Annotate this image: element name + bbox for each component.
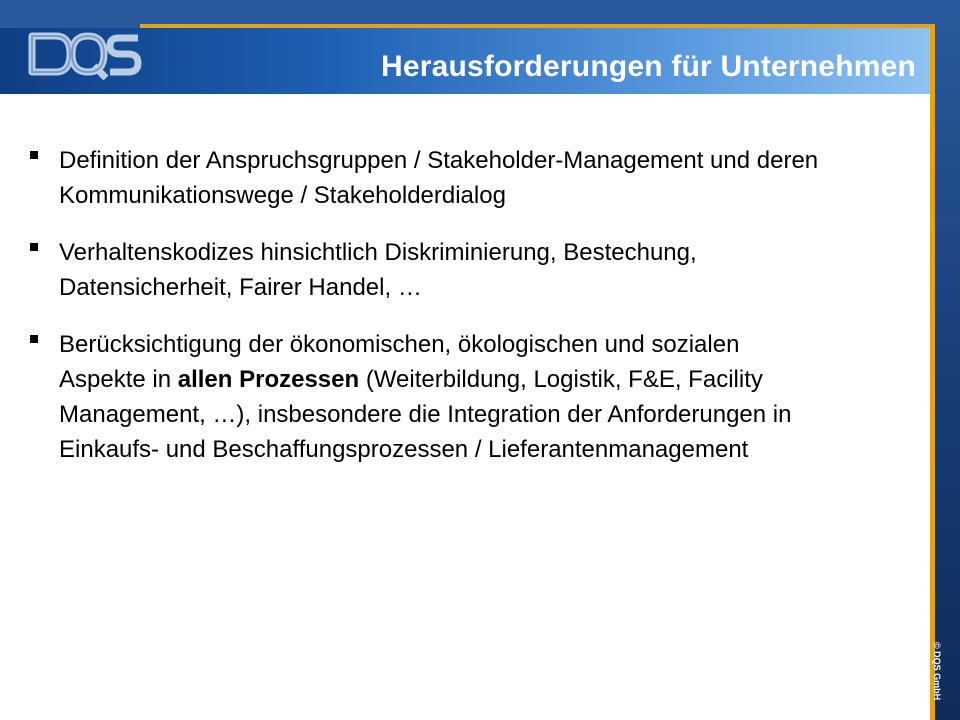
gold-accent-right [930, 24, 935, 720]
bullet-square-icon [30, 335, 38, 343]
bullet-text-bold: allen Prozessen [177, 366, 360, 393]
bullet-text: Verhaltenskodizes hinsichtlich Diskriminierung, Bestechung, Datensicherheit, Fairer Handel, … [59, 239, 697, 301]
bullet-text-after: (Weiterbildung, Logistik, F&E, Facility Management, …), insbesondere die Integration der Anforderungen in Einkaufs- und Beschaffungsprozessen / Lieferantenmanagement [59, 366, 792, 463]
copyright-notice: © DQS GmbH [932, 642, 942, 701]
bullet-text: Definition der Anspruchsgruppen / Stakeholder-Management und deren Kommunikationswege / Stakeholderdialog [59, 147, 819, 209]
bullet-square-icon [30, 151, 38, 159]
bullet-item [30, 235, 830, 305]
slide-title: Herausforderungen für Unternehmen [381, 50, 916, 83]
bullet-list [30, 143, 830, 489]
bullet-square-icon [30, 243, 38, 251]
bullet-item [30, 327, 830, 467]
bullet-item [30, 143, 830, 213]
bullet-text-before: Berücksichtigung der ökonomischen, ökologischen und sozialen Aspekte in [59, 331, 740, 393]
